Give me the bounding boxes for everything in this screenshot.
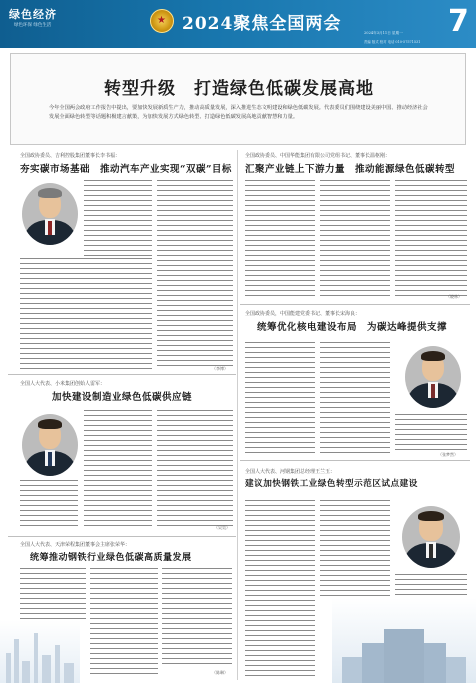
article-kicker: 全国政协委员、吉利控股集团董事长李书福： xyxy=(20,153,121,159)
column-divider xyxy=(237,150,238,400)
article-body xyxy=(245,180,315,298)
article-song-hailiang xyxy=(245,310,467,333)
article-li-shufu xyxy=(20,152,234,175)
article-title: 夯实碳市场基础 推动汽车产业实现“双碳”目标 xyxy=(20,164,232,175)
portrait-song-hailiang xyxy=(405,346,461,408)
article-body xyxy=(320,342,390,454)
paper-name: 绿色经济 xyxy=(9,8,57,21)
article-body xyxy=(157,180,233,370)
article-kicker: 全国人大代表、天津荣程集团董事会主席张荣华： xyxy=(20,542,131,548)
paper-subtitle: 绿色环保 绿色生活 xyxy=(14,23,52,28)
national-emblem-icon: ★ xyxy=(150,9,174,33)
article-body xyxy=(20,568,86,620)
article-body xyxy=(395,414,467,454)
article-body xyxy=(20,258,152,370)
masthead-headline: 2024聚焦全国两会 xyxy=(182,14,342,34)
section-divider xyxy=(8,374,236,375)
article-body xyxy=(157,410,233,530)
city-skyline-illustration xyxy=(0,620,80,683)
article-kicker: 全国政协委员，中国能建党委书记、董事长宋海良： xyxy=(245,311,361,317)
article-title: 建议加快钢铁工业绿色转型示范区试点建设 xyxy=(245,479,418,489)
article-body xyxy=(320,180,390,298)
portrait-li-shufu xyxy=(22,183,78,245)
article-credit: （陈琳） xyxy=(212,670,228,675)
article-body xyxy=(320,500,390,596)
article-credit: （晓林） xyxy=(446,294,462,299)
lead-box xyxy=(10,53,466,145)
great-hall-illustration xyxy=(332,598,476,683)
article-body xyxy=(84,410,152,530)
portrait-lei-jun xyxy=(22,414,78,476)
article-kicker: 全国人大代表、小米集团创始人雷军： xyxy=(20,381,106,387)
article-body xyxy=(395,574,467,596)
article-body xyxy=(20,480,78,530)
article-credit: （李博） xyxy=(212,366,228,371)
article-body xyxy=(162,568,232,668)
masthead xyxy=(0,0,476,48)
article-wang-lanyu xyxy=(245,468,467,489)
section-divider xyxy=(240,304,470,305)
article-title: 统筹优化核电建设布局 为碳达峰提供支撑 xyxy=(257,322,448,333)
intro-paragraph: 今年全国两会政府工作报告中提出，要加快发展新质生产力，推动高质量发展，深入推进生态文明建设和绿色低碳发展。代表委员们围绕建设美丽中国、推动经济社会发展全面绿色转型等话题积极建言献策，为加快发展方式绿色转型、打造绿色低碳发展高地贡献智慧和力量。 xyxy=(49,105,428,120)
article-body xyxy=(245,500,315,676)
article-zhang-ronghua xyxy=(20,541,234,563)
article-body xyxy=(245,342,315,454)
page-title: 转型升级 打造绿色低碳发展高地 xyxy=(104,79,374,99)
section-divider xyxy=(8,536,236,537)
portrait-wang-lanyu xyxy=(402,506,460,568)
article-body xyxy=(84,180,152,256)
article-kicker: 全国人大代表、河钢集团总经理王兰玉： xyxy=(245,469,336,475)
page-number: 7 xyxy=(448,4,469,39)
article-title: 加快建设制造业绿色低碳供应链 xyxy=(52,392,193,403)
article-body xyxy=(395,180,467,298)
column-divider xyxy=(237,400,238,680)
issue-date: 2024年3月11日 星期一 xyxy=(364,31,403,35)
article-lei-jun xyxy=(20,380,234,403)
article-credit: （张梦然） xyxy=(438,452,458,457)
article-wen-shugang xyxy=(245,152,467,175)
editor-contacts: 责编 版式 校对 电话 010-57571531 xyxy=(364,40,421,44)
article-kicker: 全国政协委员、中国华能集团有限公司党组书记、董事长温枢刚： xyxy=(245,153,391,159)
section-divider xyxy=(240,460,470,461)
article-body xyxy=(90,568,158,676)
article-credit: （吴昊） xyxy=(214,525,230,530)
article-title: 汇聚产业链上下游力量 推动能源绿色低碳转型 xyxy=(245,164,456,175)
article-title: 统筹推动钢铁行业绿色低碳高质量发展 xyxy=(30,553,192,563)
